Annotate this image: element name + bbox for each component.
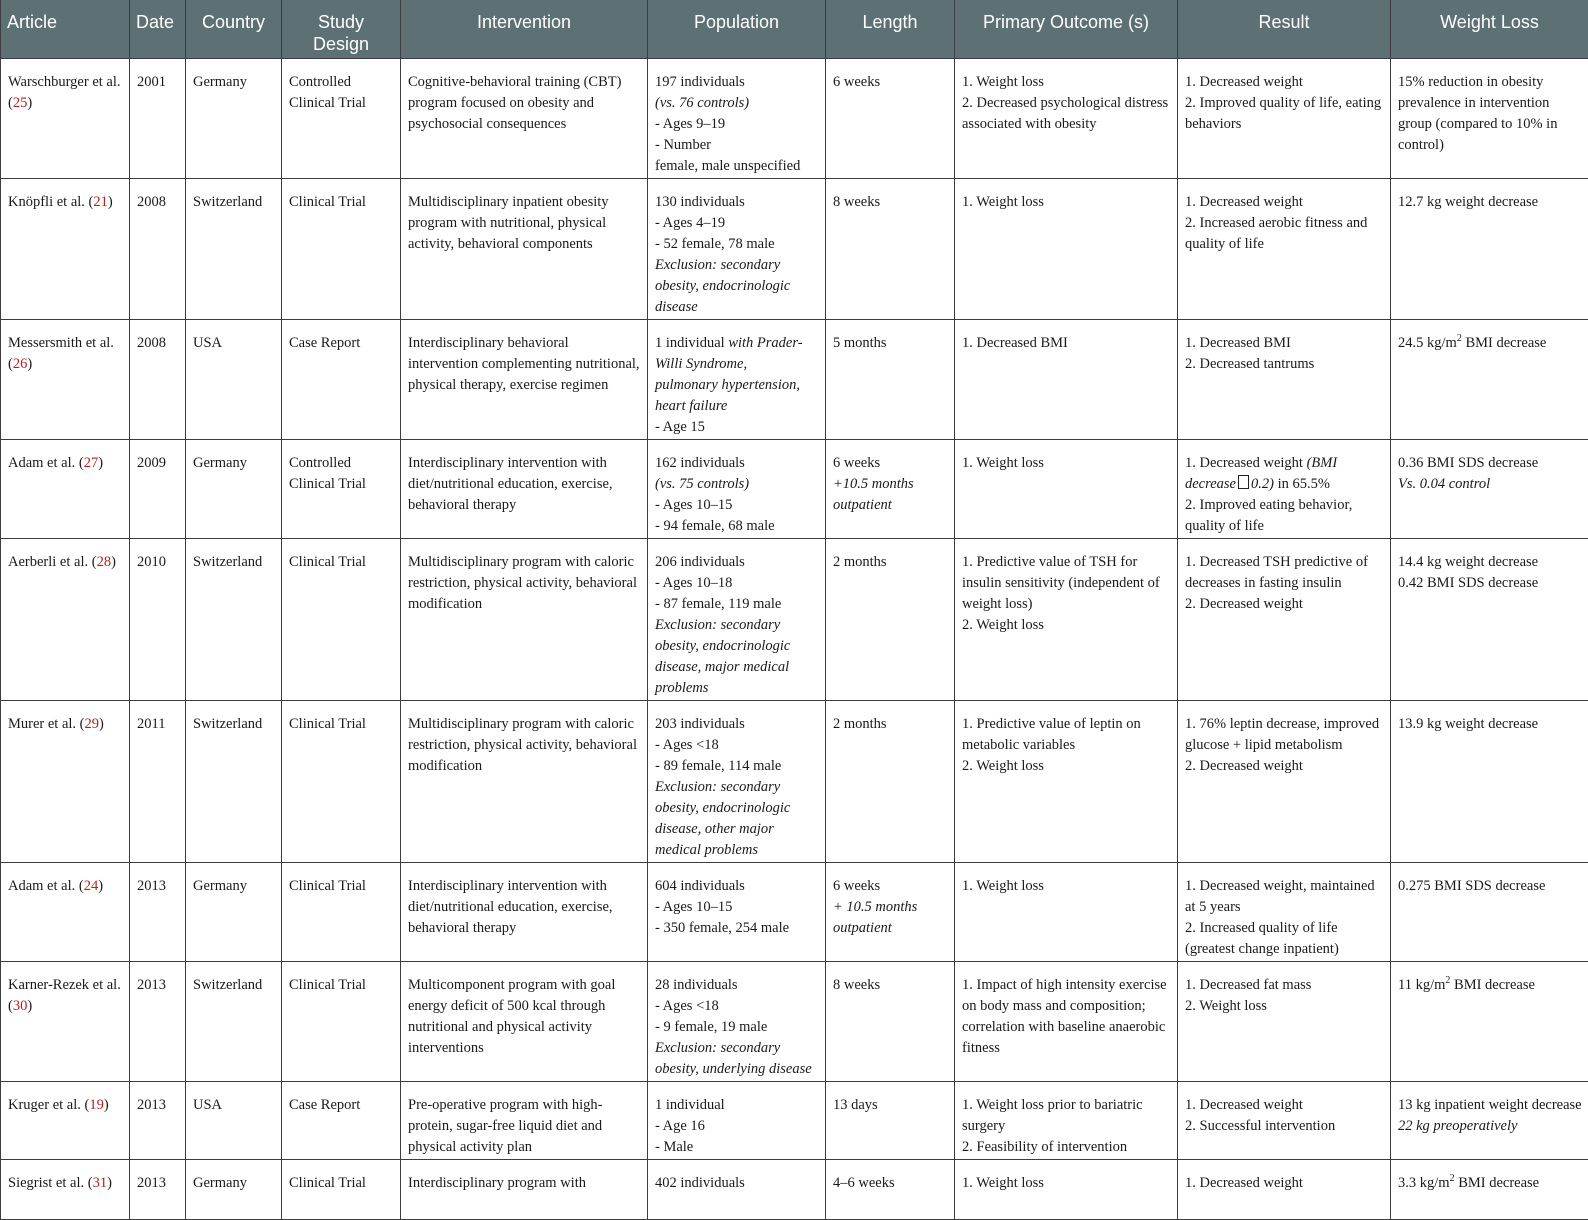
cell-intervention: Interdisciplinary intervention with diet/nutritional education, exercise, behavioral therapy [401, 862, 648, 961]
cell-article: Adam et al. (24) [1, 862, 130, 961]
reference-link[interactable]: 29 [85, 716, 100, 732]
reference-link[interactable]: 21 [93, 194, 108, 210]
cell-weight-loss: 0.275 BMI SDS decrease [1391, 862, 1588, 961]
cell-intervention: Multicomponent program with goal energy deficit of 500 kcal through nutritional and physical activity interventions [401, 961, 648, 1081]
cell-article: Siegrist et al. (31) [1, 1159, 130, 1219]
cell-country: Germany [186, 58, 282, 178]
cell-population: 162 individuals (vs. 75 controls) - Ages 10–15 - 94 female, 68 male [648, 439, 826, 538]
cell-intervention: Interdisciplinary intervention with diet/nutritional education, exercise, behavioral therapy [401, 439, 648, 538]
cell-outcome: 1. Weight loss prior to bariatric surgery 2. Feasibility of intervention [955, 1081, 1178, 1159]
cell-country: Switzerland [186, 538, 282, 700]
cell-length: 4–6 weeks [826, 1159, 955, 1219]
table-row [1, 1081, 1588, 1159]
cell-article: Warschburger et al. (25) [1, 58, 130, 178]
cell-design: Clinical Trial [282, 178, 401, 319]
header-country: Country [186, 0, 282, 58]
cell-country: Germany [186, 439, 282, 538]
cell-article: Murer et al. (29) [1, 700, 130, 862]
cell-design: Controlled Clinical Trial [282, 439, 401, 538]
cell-result: 1. Decreased weight [1178, 1159, 1391, 1219]
cell-country: Switzerland [186, 178, 282, 319]
cell-population: 206 individuals - Ages 10–18 - 87 female, 119 male Exclusion: secondary obesity, endocrinologic disease, major medical problems [648, 538, 826, 700]
cell-result: 1. Decreased weight, maintained at 5 years 2. Increased quality of life (greatest change inpatient) [1178, 862, 1391, 961]
cell-weight-loss: 3.3 $kg/m^2$ BMI decrease [1391, 1159, 1588, 1219]
cell-weight-loss: 13 kg inpatient weight decrease 22 kg preoperatively [1391, 1081, 1588, 1159]
cell-design: Clinical Trial [282, 538, 401, 700]
reference-link[interactable]: 30 [13, 998, 28, 1014]
cell-date: 2013 [130, 1159, 186, 1219]
cell-weight-loss: 12.7 kg weight decrease [1391, 178, 1588, 319]
cell-population: 1 individual with Prader- Willi Syndrome, pulmonary hypertension, heart failure - Age 15 [648, 319, 826, 439]
cell-date: 2013 [130, 961, 186, 1081]
cell-country: USA [186, 1081, 282, 1159]
cell-article: Kruger et al. (19) [1, 1081, 130, 1159]
cell-outcome: 1. Decreased BMI [955, 319, 1178, 439]
cell-country: Switzerland [186, 961, 282, 1081]
table-row [1, 1159, 1588, 1219]
cell-weight-loss: 14.4 kg weight decrease 0.42 BMI SDS decrease [1391, 538, 1588, 700]
cell-design: Case Report [282, 319, 401, 439]
reference-link[interactable]: 28 [97, 554, 112, 570]
cell-article: Karner-Rezek et al. (30) [1, 961, 130, 1081]
cell-article: Messersmith et al. (26) [1, 319, 130, 439]
missing-glyph-icon [1238, 475, 1249, 489]
table-row [1, 538, 1588, 700]
cell-country: Germany [186, 1159, 282, 1219]
table-row [1, 862, 1588, 961]
header-study-design: Study Design [282, 0, 401, 58]
cell-length: 6 weeks [826, 58, 955, 178]
cell-outcome: 1. Weight loss [955, 1159, 1178, 1219]
cell-result: 1. Decreased weight 2. Successful intervention [1178, 1081, 1391, 1159]
cell-date: 2001 [130, 58, 186, 178]
cell-weight-loss: 24.5 $kg/m^2$ BMI decrease [1391, 319, 1588, 439]
cell-outcome: 1. Weight loss [955, 178, 1178, 319]
cell-population: 402 individuals [648, 1159, 826, 1219]
table-row [1, 961, 1588, 1081]
cell-length: 6 weeks + 10.5 months outpatient [826, 862, 955, 961]
table-row [1, 178, 1588, 319]
cell-date: 2010 [130, 538, 186, 700]
cell-outcome: 1. Impact of high intensity exercise on body mass and composition; correlation with baseline anaerobic fitness [955, 961, 1178, 1081]
cell-outcome: 1. Predictive value of leptin on metabolic variables 2. Weight loss [955, 700, 1178, 862]
cell-length: 6 weeks +10.5 months outpatient [826, 439, 955, 538]
cell-intervention: Pre-operative program with high-protein, sugar-free liquid diet and physical activity plan [401, 1081, 648, 1159]
header-result: Result [1178, 0, 1391, 58]
cell-design: Clinical Trial [282, 700, 401, 862]
cell-design: Case Report [282, 1081, 401, 1159]
cell-intervention: Multidisciplinary program with caloric restriction, physical activity, behavioral modification [401, 538, 648, 700]
reference-link[interactable]: 26 [13, 356, 28, 372]
table-row [1, 439, 1588, 538]
cell-intervention: Cognitive-behavioral training (CBT) program focused on obesity and psychosocial consequences [401, 58, 648, 178]
cell-outcome: 1. Weight loss [955, 862, 1178, 961]
reference-link[interactable]: 19 [89, 1097, 104, 1113]
cell-length: 2 months [826, 700, 955, 862]
cell-length: 8 weeks [826, 961, 955, 1081]
cell-date: 2013 [130, 1081, 186, 1159]
table-row [1, 319, 1588, 439]
reference-link[interactable]: 27 [84, 455, 99, 471]
cell-article: Adam et al. (27) [1, 439, 130, 538]
cell-length: 2 months [826, 538, 955, 700]
cell-result: 1. Decreased BMI 2. Decreased tantrums [1178, 319, 1391, 439]
cell-design: Controlled Clinical Trial [282, 58, 401, 178]
cell-length: 8 weeks [826, 178, 955, 319]
cell-date: 2008 [130, 178, 186, 319]
header-row [1, 0, 1588, 58]
reference-link[interactable]: 31 [93, 1175, 108, 1191]
cell-weight-loss: 15% reduction in obesity prevalence in intervention group (compared to 10% in control) [1391, 58, 1588, 178]
cell-population: 604 individuals - Ages 10–15 - 350 female, 254 male [648, 862, 826, 961]
header-primary-outcome: Primary Outcome (s) [955, 0, 1178, 58]
cell-outcome: 1. Predictive value of TSH for insulin sensitivity (independent of weight loss) 2. Weight loss [955, 538, 1178, 700]
reference-link[interactable]: 24 [84, 878, 99, 894]
cell-result: 1. Decreased fat mass 2. Weight loss [1178, 961, 1391, 1081]
cell-outcome: 1. Weight loss 2. Decreased psychological distress associated with obesity [955, 58, 1178, 178]
cell-outcome: 1. Weight loss [955, 439, 1178, 538]
header-population: Population [648, 0, 826, 58]
header-date: Date [130, 0, 186, 58]
cell-weight-loss: 0.36 BMI SDS decrease Vs. 0.04 control [1391, 439, 1588, 538]
cell-weight-loss: 13.9 kg weight decrease [1391, 700, 1588, 862]
cell-intervention: Interdisciplinary behavioral intervention complementing nutritional, physical therapy, exercise regimen [401, 319, 648, 439]
cell-intervention: Multidisciplinary program with caloric restriction, physical activity, behavioral modification [401, 700, 648, 862]
cell-weight-loss: 11 $kg/m^2$ BMI decrease [1391, 961, 1588, 1081]
cell-date: 2013 [130, 862, 186, 961]
cell-date: 2011 [130, 700, 186, 862]
cell-result: 1. Decreased weight 2. Improved quality of life, eating behaviors [1178, 58, 1391, 178]
cell-article: Knöpfli et al. (21) [1, 178, 130, 319]
cell-result: 1. Decreased TSH predictive of decreases in fasting insulin 2. Decreased weight [1178, 538, 1391, 700]
cell-intervention: Interdisciplinary program with [401, 1159, 648, 1219]
cell-result: 1. Decreased weight 2. Increased aerobic fitness and quality of life [1178, 178, 1391, 319]
header-length: Length [826, 0, 955, 58]
header-weight-loss: Weight Loss [1391, 0, 1588, 58]
header-intervention: Intervention [401, 0, 648, 58]
table-row [1, 58, 1588, 178]
header-article: Article [1, 0, 130, 58]
reference-link[interactable]: 25 [13, 95, 28, 111]
cell-length: 5 months [826, 319, 955, 439]
cell-result: 1. Decreased weight (BMI decrease 0.2) in 65.5% 2. Improved eating behavior, quality of life [1178, 439, 1391, 538]
cell-length: 13 days [826, 1081, 955, 1159]
cell-population: 1 individual - Age 16 - Male [648, 1081, 826, 1159]
cell-design: Clinical Trial [282, 1159, 401, 1219]
cell-date: 2009 [130, 439, 186, 538]
cell-date: 2008 [130, 319, 186, 439]
cell-intervention: Multidisciplinary inpatient obesity program with nutritional, physical activity, behavioral components [401, 178, 648, 319]
table-row [1, 700, 1588, 862]
cell-population: 197 individuals (vs. 76 controls) - Ages 9–19 - Number female, male unspecified [648, 58, 826, 178]
cell-country: Switzerland [186, 700, 282, 862]
cell-design: Clinical Trial [282, 961, 401, 1081]
cell-country: USA [186, 319, 282, 439]
cell-population: 28 individuals - Ages <18 - 9 female, 19 male Exclusion: secondary obesity, underlying disease [648, 961, 826, 1081]
cell-result: 1. 76% leptin decrease, improved glucose + lipid metabolism 2. Decreased weight [1178, 700, 1391, 862]
cell-article: Aerberli et al. (28) [1, 538, 130, 700]
cell-country: Germany [186, 862, 282, 961]
cell-population: 130 individuals - Ages 4–19 - 52 female, 78 male Exclusion: secondary obesity, endocrinologic disease [648, 178, 826, 319]
cell-design: Clinical Trial [282, 862, 401, 961]
cell-population: 203 individuals - Ages <18 - 89 female, 114 male Exclusion: secondary obesity, endocrinologic disease, other major medical problems [648, 700, 826, 862]
